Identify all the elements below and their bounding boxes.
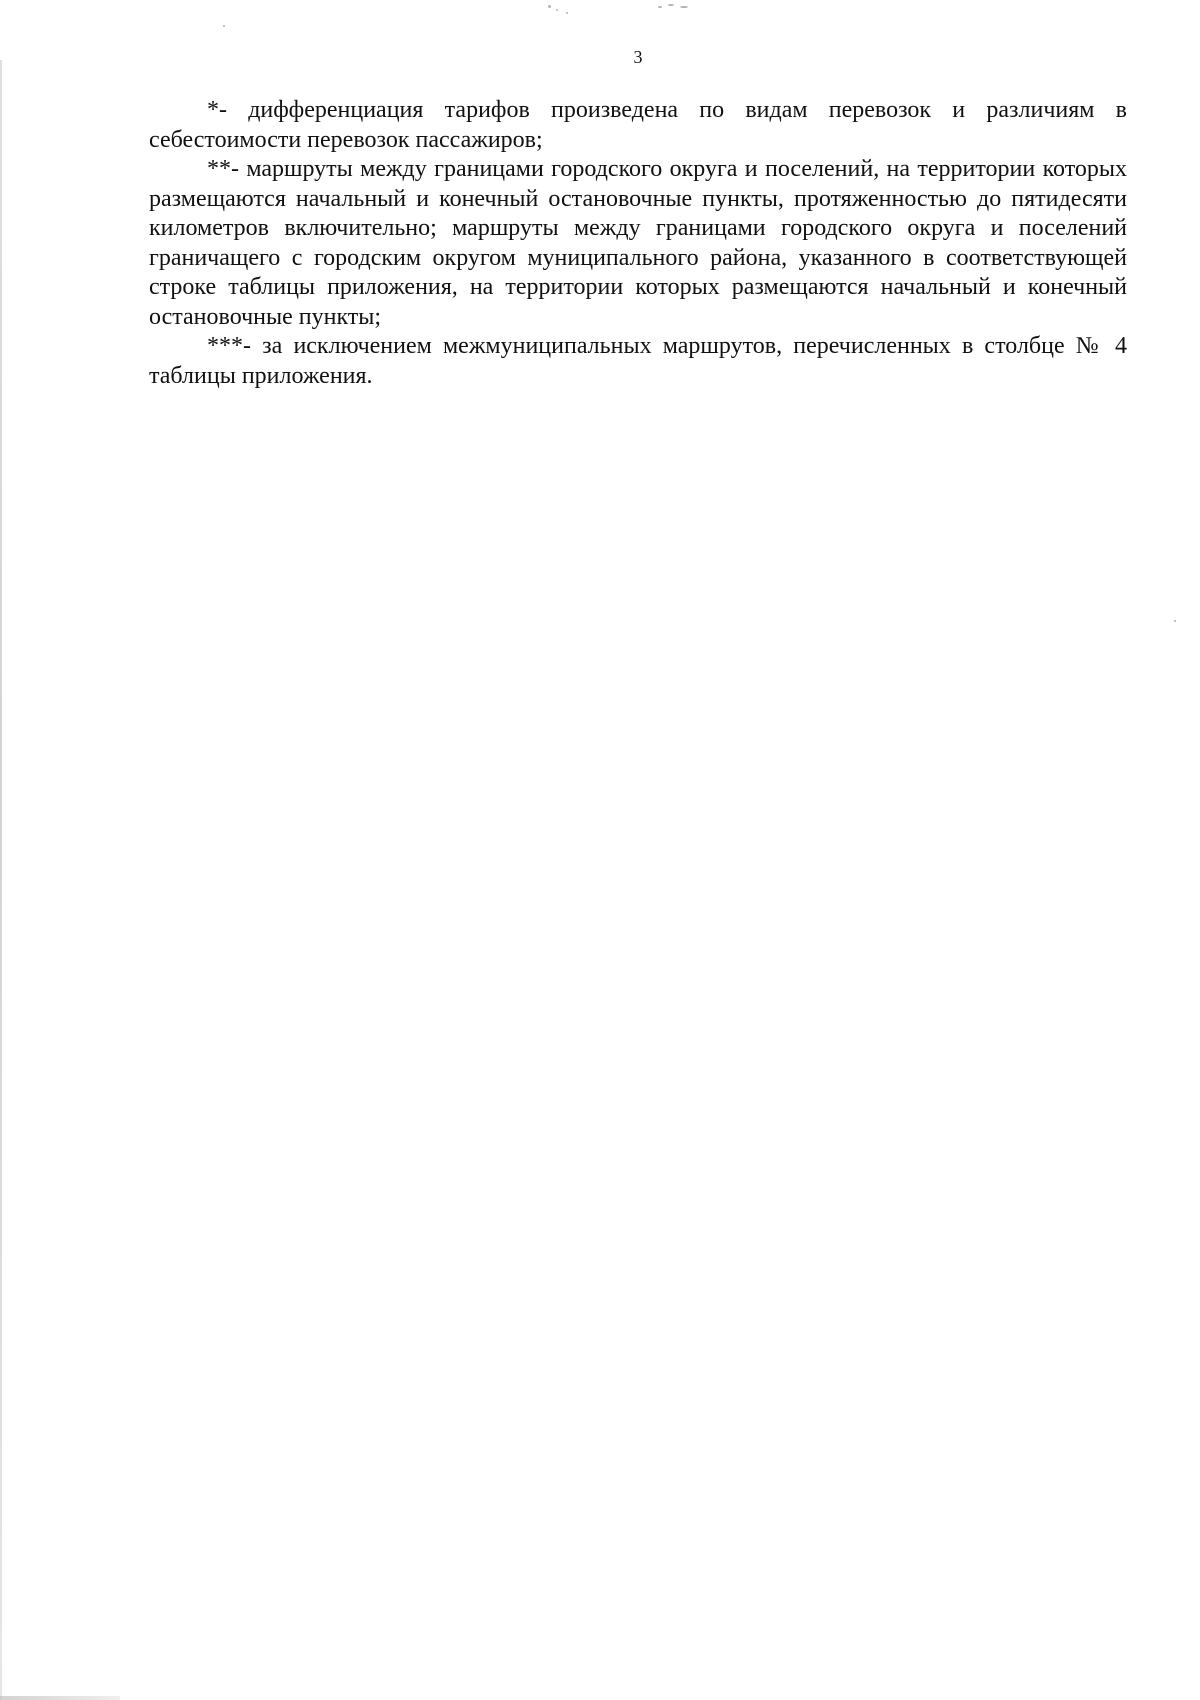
scan-bottom-artifact xyxy=(0,1696,120,1700)
page-number: 3 xyxy=(633,47,643,67)
footnote-intermunicipal-exclusion: ***- за исключением межмуниципальных маршрутов, перечисленных в столбце № 4 таблицы приложения. xyxy=(149,333,1127,389)
scan-mark-artifact xyxy=(548,0,708,14)
notes-block xyxy=(149,96,1127,391)
scan-edge-artifact xyxy=(0,60,2,1700)
scan-speck xyxy=(223,25,225,27)
footnote-tariff-differentiation: *- дифференциация тарифов произведена по видам перевозок и различиям в себестоимости перевозок пассажиров; xyxy=(149,97,1127,153)
footnote-routes-boundaries: **- маршруты между границами городского округа и поселений, на территории которых размещаются начальный и конечный остановочные пункты, протяженностью до пятидесяти километров включительно; маршруты между границами городского округа и поселений граничащего с городским округом муниципального района, указанного в соответствующей строке таблицы приложения, на территории которых размещаются начальный и конечный остановочные пункты; xyxy=(149,156,1127,330)
scan-speck xyxy=(1174,620,1176,622)
